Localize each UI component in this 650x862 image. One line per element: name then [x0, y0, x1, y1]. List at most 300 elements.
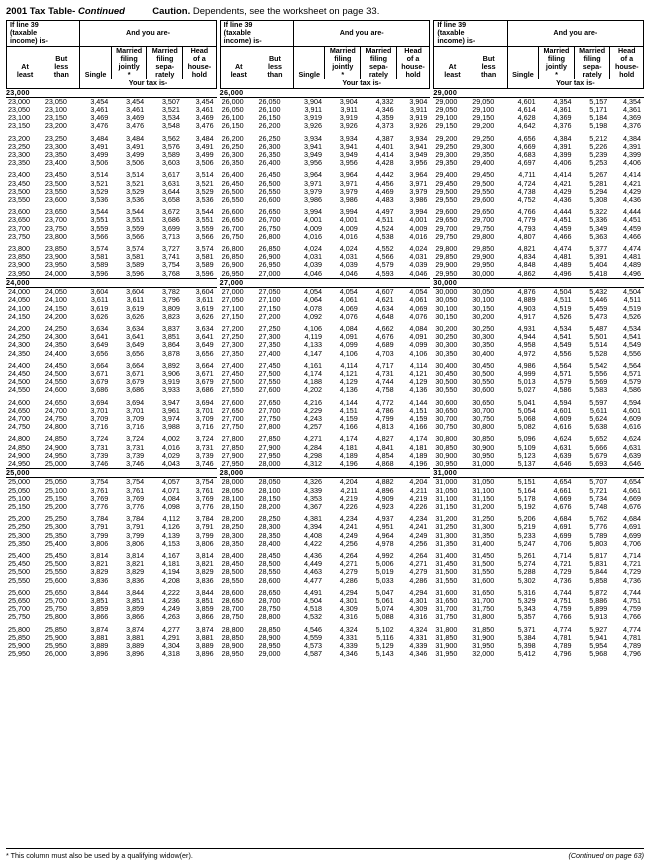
cell-married-separately: 4,373 — [375, 121, 394, 131]
cell-married-separately: 5,336 — [589, 215, 608, 225]
cell-at-least: 27,450 — [221, 368, 244, 378]
cell-married-separately: 4,579 — [375, 260, 394, 270]
cell-head-of-household: 4,024 — [409, 244, 428, 254]
cell-married-separately: 4,387 — [375, 133, 394, 143]
cell-married-jointly: 4,279 — [339, 567, 358, 577]
cell-head-of-household: 4,159 — [409, 413, 428, 423]
cell-but-less-than: 30,850 — [472, 434, 495, 444]
cell-single: 4,216 — [303, 397, 322, 407]
cell-head-of-household: 4,564 — [623, 360, 642, 370]
cell-married-jointly: 4,061 — [339, 295, 358, 305]
cell-single: 4,339 — [303, 485, 322, 495]
table-row — [220, 386, 431, 394]
cell-married-separately: 3,507 — [161, 96, 180, 106]
cell-single: 4,724 — [517, 178, 536, 188]
cell-at-least: 28,600 — [221, 587, 244, 597]
cell-married-separately: 3,892 — [161, 360, 180, 370]
cell-head-of-household: 3,619 — [195, 303, 214, 313]
cell-married-jointly: 4,541 — [553, 332, 572, 342]
cell-but-less-than: 23,700 — [44, 215, 67, 225]
cell-married-jointly: 3,679 — [126, 377, 145, 387]
footnote: * This column must also be used by a qualifying widow(er). — [6, 851, 193, 860]
table-row — [6, 245, 217, 253]
cell-head-of-household: 4,054 — [409, 287, 428, 297]
cell-single: 4,147 — [303, 348, 322, 358]
table-row — [6, 515, 217, 523]
cell-single: 4,326 — [303, 477, 322, 487]
cell-married-separately: 3,837 — [161, 323, 180, 333]
cell-married-separately: 5,514 — [589, 340, 608, 350]
cell-married-separately: 3,672 — [161, 207, 180, 217]
cell-married-separately: 4,524 — [375, 223, 394, 233]
cell-married-jointly: 4,631 — [553, 442, 572, 452]
cell-but-less-than: 25,150 — [44, 493, 67, 503]
table-row — [220, 216, 431, 224]
cell-head-of-household: 4,271 — [409, 559, 428, 569]
cell-at-least: 24,250 — [8, 332, 30, 342]
cell-but-less-than: 27,100 — [258, 295, 281, 305]
table-row — [433, 270, 644, 278]
married-filing-jointly-heading: Married filing jointly * — [325, 46, 361, 79]
cell-single: 3,566 — [90, 231, 109, 241]
cell-at-least: 24,150 — [8, 311, 30, 321]
cell-at-least: 26,650 — [221, 215, 244, 225]
cell-married-separately: 5,459 — [589, 303, 608, 313]
cell-at-least: 28,850 — [221, 632, 244, 642]
cell-but-less-than: 30,400 — [472, 348, 495, 358]
cell-married-jointly: 4,504 — [553, 287, 572, 297]
cell-single: 4,064 — [303, 295, 322, 305]
cell-head-of-household: 4,444 — [623, 207, 642, 217]
cell-at-least: 24,400 — [8, 360, 30, 370]
cell-married-separately: 4,882 — [375, 477, 394, 487]
cell-but-less-than: 30,600 — [472, 385, 495, 395]
cell-at-least: 25,350 — [8, 538, 30, 548]
cell-head-of-household: 4,309 — [409, 604, 428, 614]
head-of-household-heading: Head of a house- hold — [610, 46, 644, 79]
table-row — [220, 435, 431, 443]
cell-at-least: 30,750 — [435, 422, 458, 432]
table-row — [433, 370, 644, 378]
cell-but-less-than: 30,450 — [472, 360, 495, 370]
cell-head-of-household: 3,844 — [195, 587, 214, 597]
cell-head-of-household: 4,624 — [623, 434, 642, 444]
cell-head-of-household: 4,256 — [409, 538, 428, 548]
table-row — [433, 225, 644, 233]
cell-married-separately: 5,597 — [589, 397, 608, 407]
table-row — [6, 503, 217, 511]
cell-married-separately: 5,569 — [589, 377, 608, 387]
table-row — [6, 532, 217, 540]
cell-at-least: 26,900 — [221, 260, 244, 270]
table-row — [433, 460, 644, 468]
cell-married-jointly: 4,361 — [553, 105, 572, 115]
cell-but-less-than: 29,700 — [472, 215, 495, 225]
cell-married-separately: 3,809 — [161, 303, 180, 313]
cell-married-jointly: 3,514 — [126, 170, 145, 180]
cell-single: 4,669 — [517, 141, 536, 151]
cell-head-of-household: 4,354 — [623, 96, 642, 106]
cell-married-separately: 4,304 — [161, 641, 180, 651]
cell-but-less-than: 30,550 — [472, 377, 495, 387]
cell-married-separately: 3,754 — [161, 260, 180, 270]
cell-single: 3,506 — [90, 158, 109, 168]
cell-married-jointly: 4,241 — [339, 522, 358, 532]
cell-but-less-than: 25,250 — [44, 514, 67, 524]
cell-head-of-household: 4,046 — [409, 268, 428, 278]
cell-married-jointly: 4,496 — [553, 268, 572, 278]
cell-married-separately: 4,277 — [161, 624, 180, 634]
cell-but-less-than: 28,300 — [258, 522, 281, 532]
single-heading: Single — [80, 46, 111, 79]
cell-married-jointly: 4,511 — [554, 295, 572, 305]
cell-at-least: 23,150 — [8, 121, 30, 131]
cell-married-jointly: 3,701 — [126, 405, 145, 415]
married-filing-jointly-heading: Married filing jointly * — [539, 46, 575, 79]
cell-single: 5,137 — [517, 458, 536, 468]
cell-head-of-household: 3,911 — [409, 105, 428, 115]
table-row — [6, 552, 217, 560]
cell-head-of-household: 3,566 — [195, 231, 214, 241]
cell-single: 3,784 — [90, 514, 109, 524]
cell-head-of-household: 3,536 — [195, 195, 214, 205]
cell-married-separately: 4,167 — [161, 550, 180, 560]
cell-married-separately: 4,456 — [375, 178, 394, 188]
group-label: 30,000 — [433, 278, 644, 287]
cell-but-less-than: 31,550 — [472, 567, 495, 577]
cell-married-separately: 5,954 — [589, 641, 608, 651]
table-row — [433, 325, 644, 333]
cell-head-of-household: 4,519 — [623, 303, 642, 313]
cell-head-of-household: 4,646 — [623, 458, 642, 468]
cell-married-jointly: 3,844 — [126, 587, 145, 597]
cell-married-jointly: 4,646 — [553, 458, 572, 468]
cell-married-jointly: 3,611 — [126, 295, 145, 305]
cell-married-jointly: 3,851 — [126, 596, 145, 605]
cell-married-separately: 3,988 — [161, 422, 180, 432]
cell-at-least: 23,850 — [8, 252, 30, 262]
cell-head-of-household: 4,279 — [409, 567, 428, 577]
cell-at-least: 25,900 — [8, 641, 30, 651]
cell-head-of-household: 3,664 — [195, 360, 214, 370]
cell-single: 5,054 — [517, 405, 536, 415]
cell-married-separately: 5,377 — [589, 244, 608, 254]
cell-but-less-than: 28,750 — [258, 604, 281, 614]
cell-single: 4,202 — [303, 385, 322, 395]
cell-head-of-household: 4,286 — [409, 575, 428, 585]
cell-head-of-household: 4,114 — [409, 360, 428, 370]
cell-married-jointly: 4,024 — [339, 244, 358, 254]
cell-single: 4,436 — [303, 550, 322, 560]
cell-married-jointly: 3,866 — [126, 612, 145, 622]
cell-but-less-than: 26,800 — [258, 231, 281, 241]
cell-at-least: 29,900 — [435, 260, 458, 270]
table-row — [6, 613, 217, 621]
cell-but-less-than: 25,350 — [44, 530, 67, 540]
cell-but-less-than: 28,050 — [258, 477, 281, 487]
cell-head-of-household: 3,859 — [195, 604, 214, 614]
cell-but-less-than: 25,950 — [44, 641, 67, 651]
cell-married-separately: 3,603 — [161, 158, 180, 168]
cell-married-separately: 3,782 — [161, 287, 180, 297]
cell-single: 5,164 — [517, 485, 536, 495]
cell-married-jointly: 3,919 — [339, 113, 358, 123]
cell-but-less-than: 30,800 — [472, 422, 495, 432]
cell-at-least: 29,300 — [435, 150, 458, 160]
cell-at-least: 24,900 — [8, 450, 30, 460]
cell-single: 4,312 — [303, 458, 322, 468]
table-row — [220, 460, 431, 468]
cell-married-separately: 3,699 — [161, 223, 180, 233]
cell-at-least: 23,450 — [8, 178, 30, 188]
cell-but-less-than: 27,900 — [258, 442, 281, 452]
cell-married-separately: 5,872 — [589, 587, 608, 597]
cell-but-less-than: 28,650 — [258, 587, 281, 597]
cell-but-less-than: 28,000 — [258, 458, 281, 468]
cell-at-least: 26,450 — [221, 178, 244, 188]
table-row — [6, 196, 217, 204]
cell-single: 4,958 — [517, 340, 536, 350]
cell-but-less-than: 25,650 — [44, 587, 67, 597]
cell-single: 5,151 — [517, 477, 536, 487]
cell-at-least: 30,050 — [435, 295, 458, 305]
cell-single: 4,284 — [303, 442, 322, 452]
cell-head-of-household: 3,649 — [195, 340, 214, 350]
cell-single: 4,889 — [517, 295, 536, 305]
cell-head-of-household: 4,541 — [623, 332, 642, 342]
cell-head-of-household: 3,499 — [195, 150, 214, 160]
cell-head-of-household: 4,489 — [623, 260, 642, 270]
cell-single: 4,752 — [517, 195, 536, 205]
table-row — [220, 503, 431, 511]
cell-single: 4,766 — [517, 207, 536, 217]
cell-single: 5,068 — [517, 413, 536, 423]
cell-but-less-than: 24,000 — [44, 268, 67, 278]
table-row — [433, 568, 644, 576]
cell-head-of-household: 4,001 — [409, 215, 428, 225]
cell-married-jointly: 4,369 — [553, 113, 572, 123]
cell-head-of-household: 3,461 — [195, 105, 214, 115]
table-row — [6, 444, 217, 452]
cell-at-least: 25,200 — [8, 514, 30, 524]
cell-married-jointly: 4,286 — [339, 575, 358, 585]
cell-but-less-than: 26,200 — [258, 121, 281, 131]
cell-at-least: 26,550 — [221, 195, 244, 205]
cell-married-jointly: 4,039 — [339, 260, 358, 270]
table-row — [6, 313, 217, 321]
cell-head-of-household: 4,129 — [409, 377, 428, 387]
cell-married-jointly: 4,249 — [339, 530, 358, 540]
table-row — [6, 261, 217, 269]
cell-single: 3,964 — [303, 170, 322, 180]
cell-married-separately: 4,854 — [375, 450, 394, 460]
table-row — [220, 208, 431, 216]
cell-married-separately: 5,006 — [375, 559, 394, 569]
cell-head-of-household: 4,631 — [623, 442, 642, 452]
cell-married-separately: 3,933 — [161, 385, 180, 395]
cell-married-jointly: 3,889 — [126, 641, 145, 651]
cell-head-of-household: 4,496 — [623, 268, 642, 278]
cell-married-separately: 4,703 — [375, 348, 394, 358]
cell-single: 5,206 — [517, 514, 536, 524]
cell-head-of-household: 3,851 — [195, 596, 214, 605]
cell-at-least: 31,250 — [435, 522, 458, 532]
column-header-table — [433, 20, 644, 89]
cell-at-least: 26,500 — [221, 186, 244, 196]
cell-at-least: 28,350 — [221, 538, 244, 548]
table-row — [6, 253, 217, 261]
cell-but-less-than: 30,500 — [472, 368, 495, 378]
cell-married-separately: 4,318 — [161, 649, 180, 659]
cell-at-least: 31,200 — [435, 514, 458, 524]
cell-married-jointly: 4,586 — [553, 385, 572, 395]
cell-but-less-than: 24,050 — [44, 287, 67, 297]
cell-but-less-than: 29,550 — [472, 186, 495, 196]
cell-married-separately: 5,404 — [589, 260, 608, 270]
table-row — [6, 325, 217, 333]
cell-head-of-household: 4,676 — [623, 501, 642, 511]
but-less-than-heading: But less than — [471, 46, 508, 79]
cell-single: 3,769 — [90, 493, 109, 503]
cell-head-of-household: 4,601 — [623, 405, 642, 415]
cell-head-of-household: 3,746 — [195, 458, 214, 468]
cell-married-separately: 4,731 — [375, 368, 394, 378]
cell-at-least: 30,600 — [435, 397, 458, 407]
cell-married-separately: 4,634 — [375, 303, 394, 313]
cell-head-of-household: 3,679 — [195, 377, 214, 387]
cell-single: 4,016 — [303, 231, 322, 241]
table-row — [433, 503, 644, 511]
table-row — [6, 151, 217, 159]
cell-married-separately: 5,927 — [589, 624, 608, 634]
table-row — [220, 233, 431, 241]
cell-married-separately: 3,644 — [161, 186, 180, 196]
cell-single: 3,986 — [303, 195, 322, 205]
cell-at-least: 28,400 — [221, 550, 244, 560]
cell-but-less-than: 31,900 — [472, 632, 495, 642]
cell-married-jointly: 4,234 — [339, 514, 358, 524]
cell-at-least: 23,250 — [8, 141, 30, 151]
cell-single: 5,302 — [517, 575, 536, 585]
cell-married-jointly: 4,339 — [339, 641, 358, 651]
cell-single: 3,904 — [303, 96, 322, 106]
table-row — [433, 532, 644, 540]
cell-married-jointly: 4,721 — [553, 559, 572, 569]
cell-but-less-than: 29,400 — [472, 158, 495, 168]
cell-at-least: 26,150 — [221, 121, 244, 131]
cell-married-jointly: 3,626 — [126, 311, 145, 321]
cell-at-least: 27,600 — [221, 397, 244, 407]
cell-but-less-than: 26,350 — [258, 150, 281, 160]
cell-single: 3,461 — [90, 105, 109, 115]
cell-married-separately: 5,611 — [589, 405, 608, 415]
table-row — [433, 313, 644, 321]
cell-married-jointly: 3,649 — [126, 340, 145, 350]
cell-married-jointly: 4,129 — [339, 377, 358, 387]
cell-married-jointly: 4,571 — [553, 368, 572, 378]
cell-married-jointly: 4,481 — [553, 252, 572, 262]
cell-single: 3,514 — [90, 170, 109, 180]
cell-but-less-than: 29,200 — [472, 121, 495, 131]
cell-but-less-than: 30,100 — [472, 295, 495, 305]
cell-married-jointly: 3,656 — [126, 348, 145, 358]
tax-table-column — [6, 20, 217, 658]
cell-head-of-household: 4,301 — [409, 596, 428, 605]
cell-married-separately: 4,414 — [375, 150, 394, 160]
cell-but-less-than: 25,000 — [44, 458, 67, 468]
cell-married-jointly: 4,354 — [553, 96, 572, 106]
cell-at-least: 29,450 — [435, 178, 458, 188]
cell-married-separately: 4,909 — [375, 493, 394, 503]
cell-married-separately: 5,789 — [589, 530, 608, 540]
cell-single: 4,642 — [517, 121, 536, 131]
cell-married-jointly: 3,506 — [126, 158, 145, 168]
cell-married-jointly: 4,729 — [553, 567, 572, 577]
cell-married-separately: 5,088 — [375, 612, 394, 622]
cell-but-less-than: 29,300 — [472, 141, 495, 151]
cell-married-separately: 4,937 — [375, 514, 394, 524]
cell-but-less-than: 23,900 — [44, 252, 67, 262]
cell-single: 3,799 — [90, 530, 109, 540]
cell-married-jointly: 4,466 — [553, 231, 572, 241]
cell-married-separately: 4,139 — [161, 530, 180, 540]
table-row — [433, 350, 644, 358]
cell-single: 3,581 — [90, 252, 109, 262]
cell-at-least: 29,150 — [435, 121, 458, 131]
cell-at-least: 29,500 — [435, 186, 458, 196]
table-row — [433, 605, 644, 613]
cell-married-jointly: 3,746 — [126, 458, 145, 468]
cell-married-jointly: 4,091 — [339, 332, 358, 342]
cell-married-separately: 3,768 — [161, 268, 180, 278]
table-row — [6, 589, 217, 597]
cell-married-jointly: 4,451 — [553, 215, 572, 225]
cell-married-jointly: 4,639 — [553, 450, 572, 460]
cell-at-least: 31,800 — [435, 624, 458, 634]
table-row — [6, 597, 217, 605]
cell-at-least: 25,700 — [8, 604, 30, 614]
cell-married-jointly: 4,781 — [553, 632, 572, 642]
cell-married-separately: 4,442 — [375, 170, 394, 180]
cell-single: 3,791 — [90, 522, 109, 532]
cell-but-less-than: 27,500 — [258, 368, 281, 378]
cell-but-less-than: 29,800 — [472, 231, 495, 241]
table-row — [220, 288, 431, 297]
cell-married-jointly: 4,054 — [339, 287, 358, 297]
cell-married-jointly: 4,301 — [339, 596, 358, 605]
cell-at-least: 25,600 — [8, 587, 30, 597]
cell-married-separately: 5,803 — [589, 538, 608, 548]
cell-but-less-than: 27,850 — [258, 434, 281, 444]
cell-married-jointly: 3,641 — [126, 332, 145, 342]
cell-married-jointly: 3,754 — [126, 477, 145, 487]
cell-at-least: 30,100 — [435, 303, 458, 313]
cell-at-least: 26,400 — [221, 170, 244, 180]
cell-at-least: 29,650 — [435, 215, 458, 225]
cell-married-jointly: 4,564 — [553, 360, 572, 370]
cell-but-less-than: 26,150 — [258, 113, 281, 123]
tax-group — [6, 89, 217, 278]
table-row — [433, 626, 644, 634]
cell-head-of-household: 3,529 — [195, 186, 214, 196]
table-row — [6, 225, 217, 233]
cell-head-of-household: 3,956 — [409, 158, 428, 168]
cell-head-of-household: 4,369 — [623, 113, 642, 123]
cell-married-separately: 5,487 — [589, 323, 608, 333]
cell-head-of-household: 4,654 — [623, 477, 642, 487]
cell-single: 4,106 — [303, 323, 322, 333]
cell-at-least: 30,900 — [435, 450, 458, 460]
